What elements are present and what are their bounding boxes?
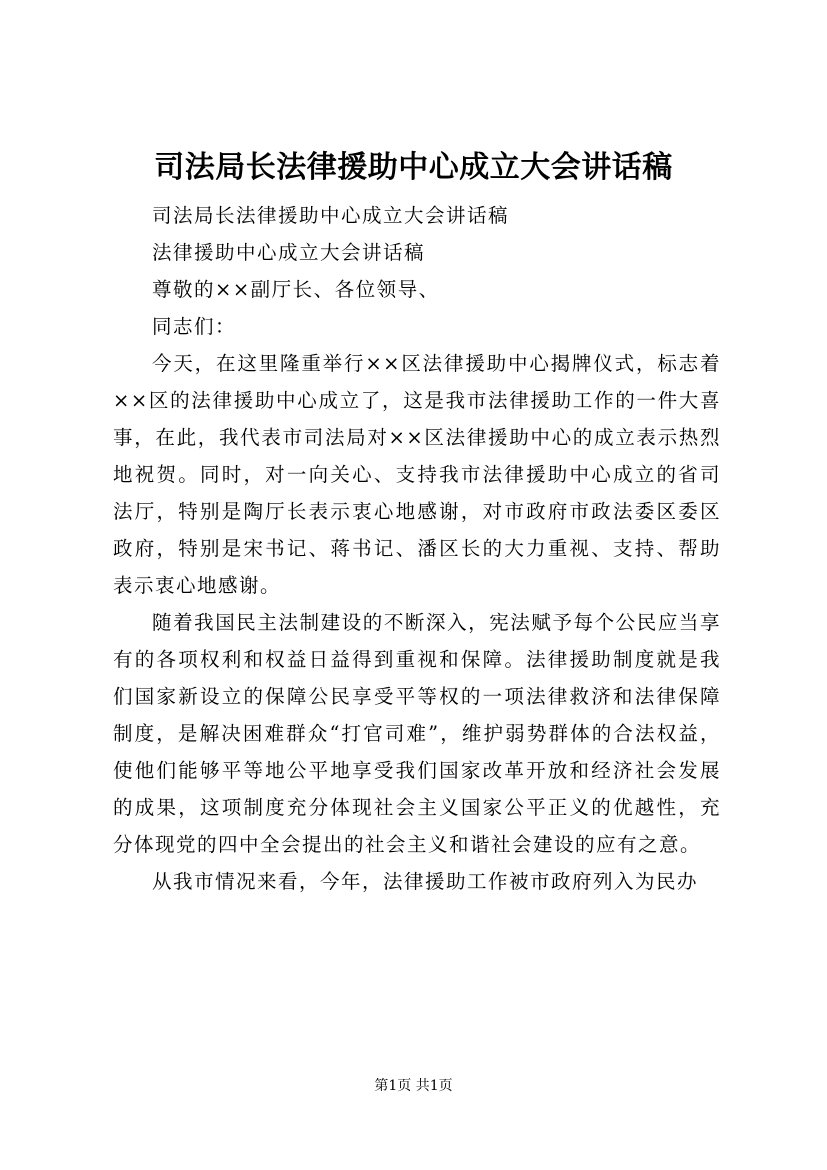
page-number-footer: 第1页 共1页 [374,1078,453,1094]
document-body [113,197,721,900]
body-paragraph-subtitle: 司法局长法律援助中心成立大会讲话稿 [152,204,510,227]
body-paragraph: 随着我国民主法制建设的不断深入，宪法赋予每个公民应当享有的各项权利和权益日益得到重视和保障。法律援助制度就是我们国家新设立的保障公民享受平等权的一项法律救济和法律保障制度，是解决困难群众“打官司难”，维护弱势群体的合法权益，使他们能够平等地公平地享受我们国家改革开放和经济社会发展的成果，这项制度充分体现社会主义国家公平正义的优越性，充分体现党的四中全会提出的社会主义和谐社会建设的应有之意。 [113,611,721,856]
body-paragraph: 今天，在这里隆重举行××区法律援助中心揭牌仪式，标志着××区的法律援助中心成立了，这是我市法律援助工作的一件大喜事，在此，我代表市司法局对××区法律援助中心的成立表示热烈地祝贺。同时，对一向关心、支持我市法律援助中心成立的省司法厅，特别是陶厅长表示衷心地感谢，对市政府市政法委区委区政府，特别是宋书记、蒋书记、潘区长的大力重视、支持、帮助表示衷心地感谢。 [113,352,721,597]
body-paragraph-subtitle-2: 法律援助中心成立大会讲话稿 [152,241,426,264]
body-paragraph-salutation: 尊敬的××副厅长、各位领导、 [152,278,440,301]
body-paragraph-salutation-2: 同志们： [152,315,237,338]
body-paragraph: 从我市情况来看，今年，法律援助工作被市政府列入为民办 [152,870,699,893]
document-title: 司法局长法律援助中心成立大会讲话稿 [154,150,673,185]
